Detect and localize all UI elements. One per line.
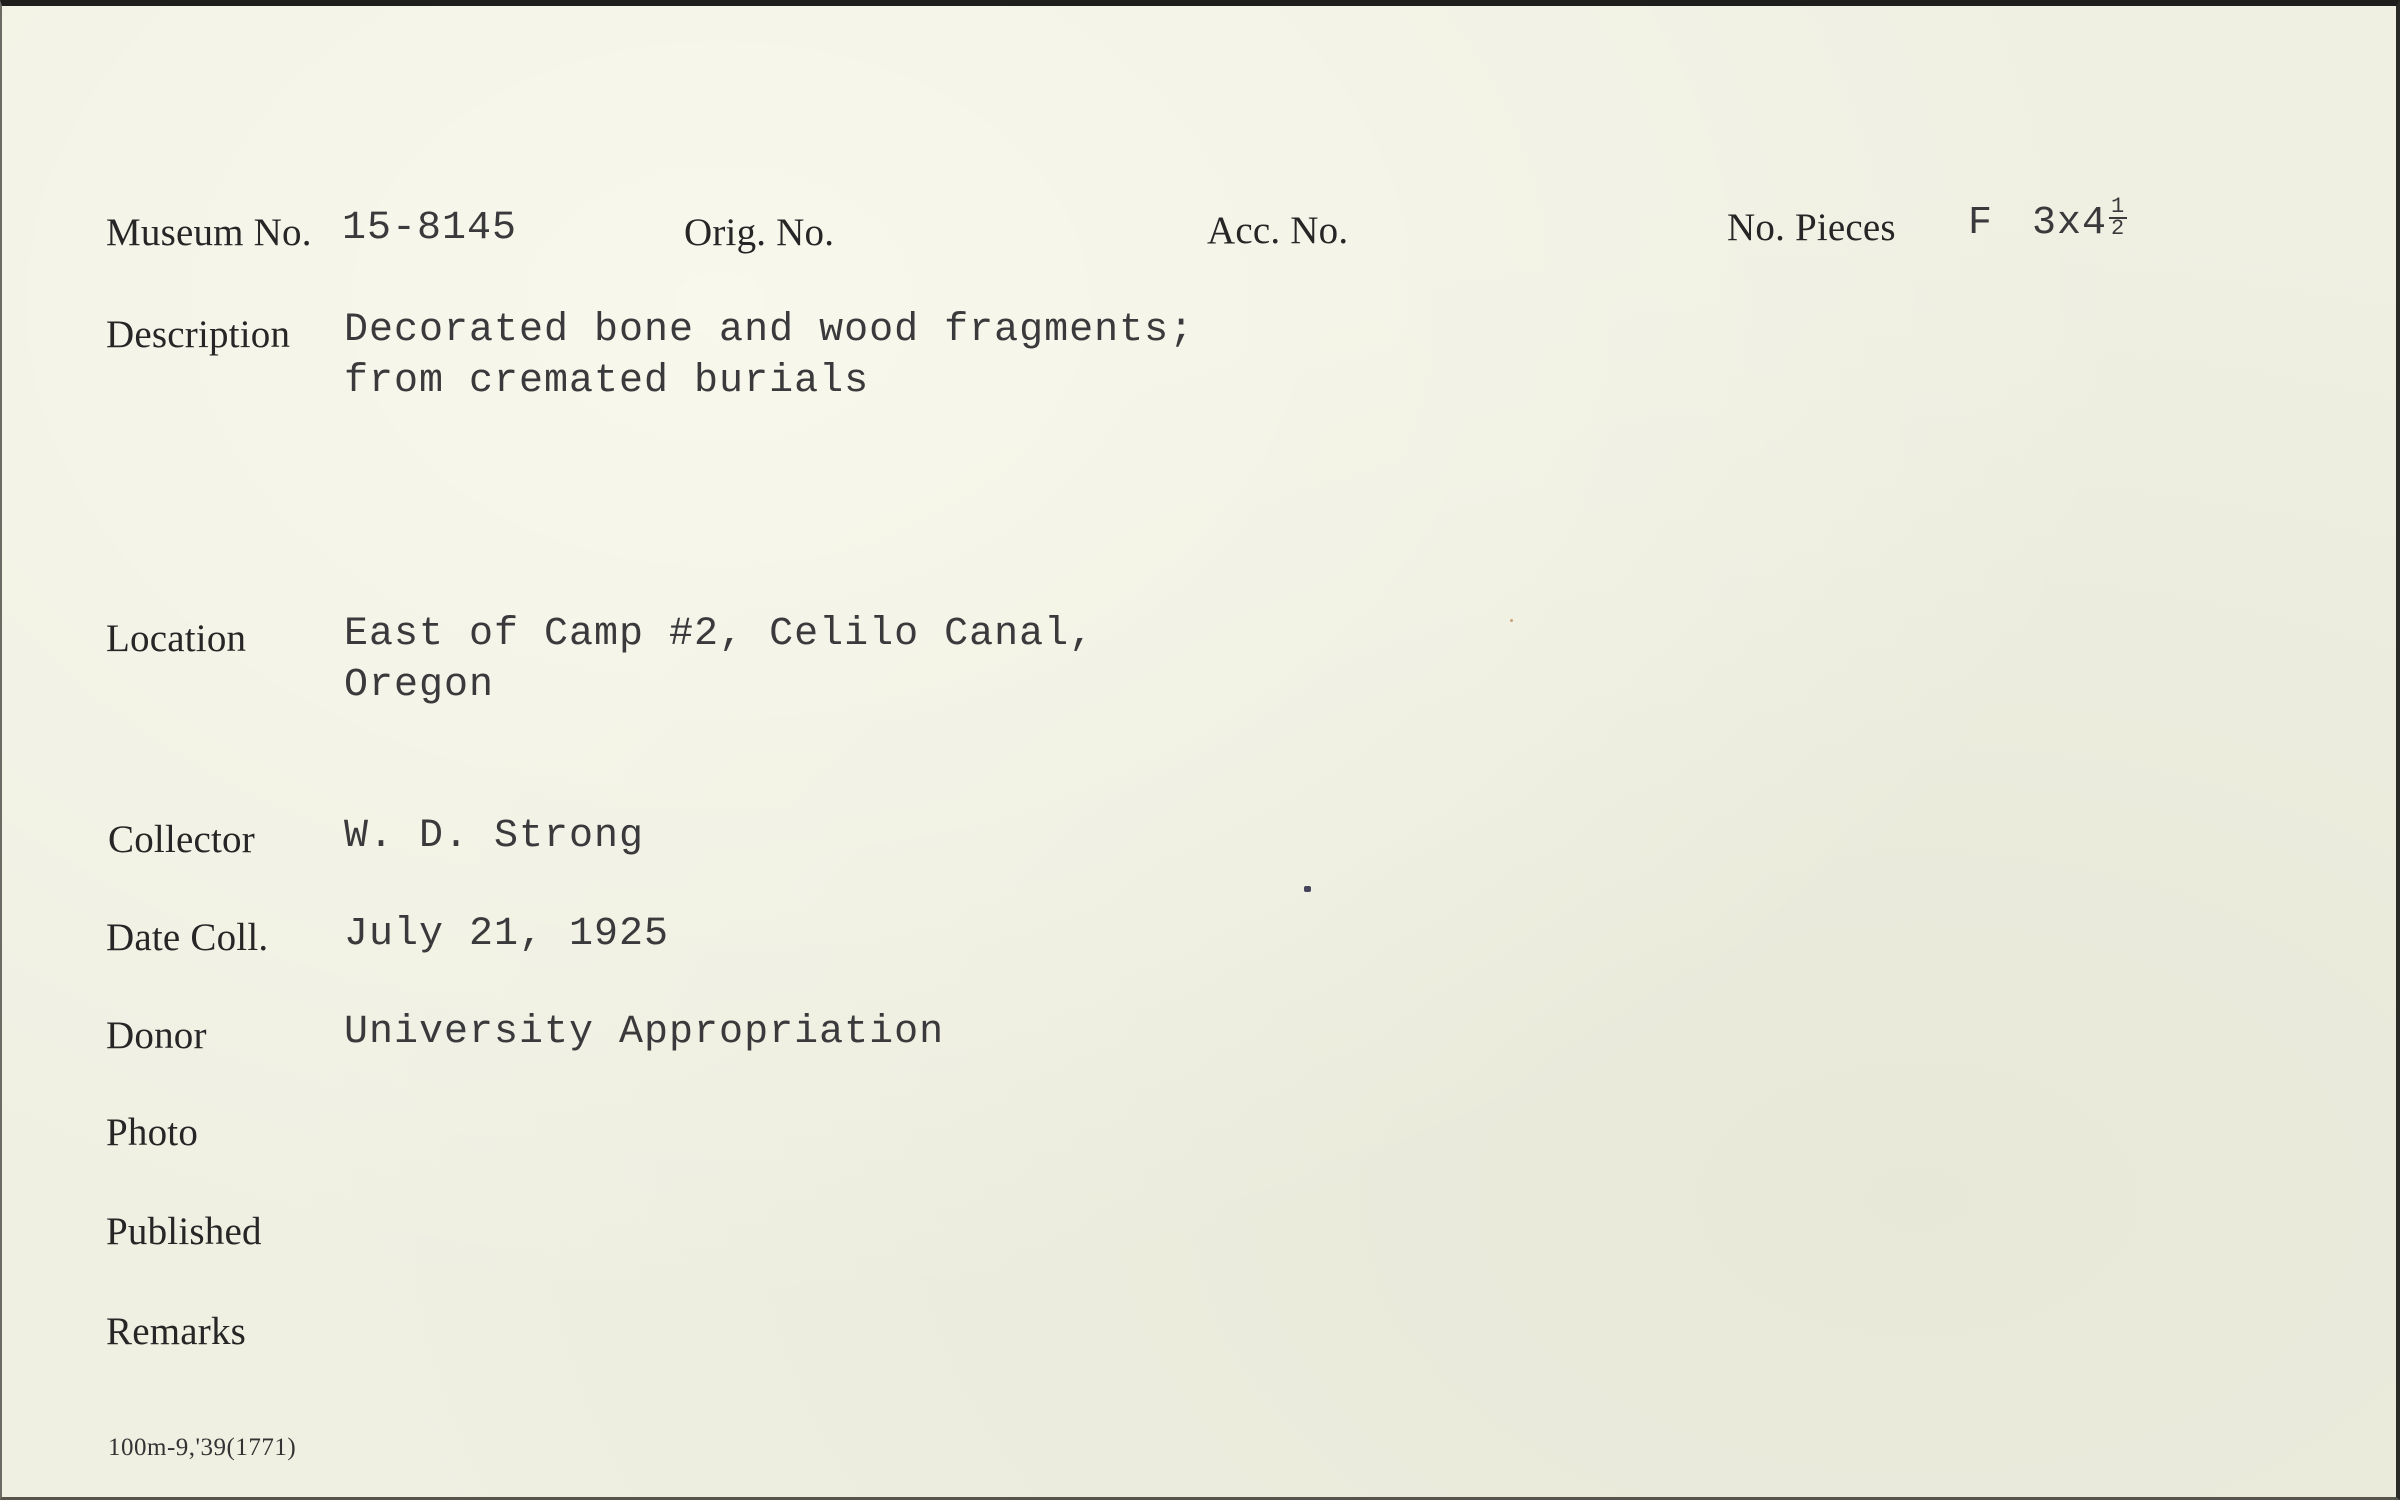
ink-speck: [1304, 886, 1311, 892]
fraction-numerator: 1: [2110, 194, 2126, 220]
collector-label: Collector: [108, 818, 255, 861]
location-label: Location: [106, 617, 247, 660]
published-label: Published: [106, 1210, 262, 1253]
acc-no-label: Acc. No.: [1207, 209, 1349, 252]
collector-value: W. D. Strong: [344, 814, 645, 859]
fraction-denominator: 2: [2110, 216, 2126, 242]
no-pieces-fraction: [2109, 194, 2127, 242]
no-pieces-label: No. Pieces: [1727, 206, 1896, 249]
ink-speck: [1510, 619, 1513, 622]
location-value: East of Camp #2, Celilo Canal, Oregon: [344, 612, 1095, 708]
donor-label: Donor: [106, 1014, 207, 1057]
museum-no-label: Museum No.: [106, 211, 312, 254]
no-pieces-number: 3x4: [2032, 201, 2108, 246]
donor-value: University Appropriation: [344, 1010, 945, 1055]
no-pieces-prefix: F: [1968, 201, 1994, 246]
museum-no-value: 15-8145: [342, 206, 518, 251]
date-coll-value: July 21, 1925: [344, 912, 670, 957]
description-value: Decorated bone and wood fragments; from cremated burials: [344, 308, 1195, 404]
remarks-label: Remarks: [106, 1310, 247, 1353]
description-label: Description: [106, 313, 291, 356]
print-code: 100m-9,'39(1771): [108, 1434, 297, 1461]
date-coll-label: Date Coll.: [106, 916, 269, 959]
orig-no-label: Orig. No.: [684, 211, 835, 254]
photo-label: Photo: [106, 1111, 199, 1154]
no-pieces-value: [1968, 194, 2127, 249]
